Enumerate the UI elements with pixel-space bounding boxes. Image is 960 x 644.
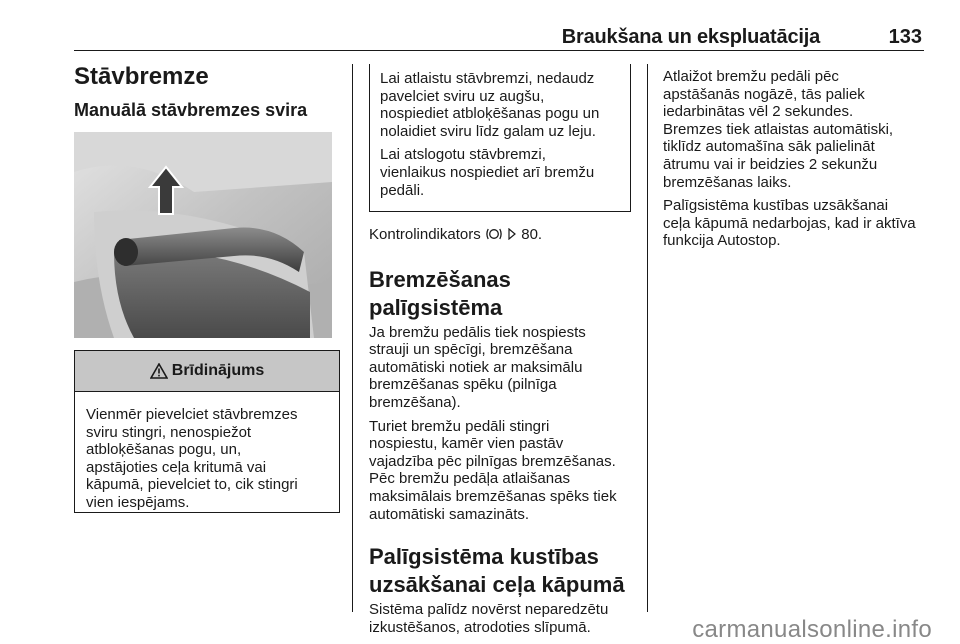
column-divider-1 [352,64,353,612]
brake-indicator-icon [485,227,503,241]
note-line: Lai atlaistu stāvbremzi, nedaudz [380,70,595,87]
warning-text-line: apstājoties ceļa kritumā vai [86,458,267,476]
body-line: iedarbinātas vēl 2 sekundes. [663,103,854,121]
note-line: vienlaikus nospiediet arī bremžu [380,163,595,181]
body-line: izkustēšanos, atrodoties slīpumā. [369,618,591,636]
body-line: vajadzība pēc pilnīgas bremzēšanas. [369,452,616,470]
warning-text-line: kāpumā, pievelciet to, cik stingri [86,476,298,494]
body-line: Bremzes tiek atlaistas automātiski, [663,120,894,138]
note-line: pavelciet sviru uz augšu, [380,87,545,105]
column-2-body [369,226,639,636]
body-line: automātiski samazināts. [369,505,530,523]
section-title-hill-start: Palīgsistēma kustības [369,544,599,570]
header-rule [74,50,924,51]
column-3 [663,68,953,250]
release-instructions-box [369,64,631,212]
body-line: bremzēšanas laiks. [663,173,792,191]
note-line: Lai atslogotu stāvbremzi, [380,146,546,164]
warning-text-line: atbloķēšanas pogu, un, [86,441,242,459]
indicator-reference [369,226,639,244]
column-1 [74,62,344,122]
body-line: ceļa kāpumā nedarbojas, kad ir aktīva [663,214,916,232]
page-number: 133 [888,26,922,48]
parking-brake-lever-illustration [74,132,332,338]
body-line: tiklīdz automašīna sāk palielināt [663,138,875,156]
section-title-brake-assist: Bremzēšanas palīgsistēma [369,266,511,320]
body-line: bremzēšana). [369,393,461,411]
column-divider-2 [647,64,648,612]
warning-triangle-icon [150,363,168,379]
page-title: Stāvbremze [74,63,209,90]
parking-brake-lever-svg [74,132,332,338]
body-line: Atlaižot bremžu pedāli pēc [663,68,839,85]
body-line: funkcija Autostop. [663,232,781,250]
body-line: apstāšanās nogāzē, tās paliek [663,85,865,103]
body-line: Pēc bremžu pedāļa atlaišanas [369,470,570,488]
note-line: nospiediet atbloķēšanas pogu un [380,105,600,123]
body-line: nospiestu, kamēr vien pastāv [369,435,564,453]
body-line: strauji un spēcīgi, bremzēšana [369,341,573,359]
body-line: Ja bremžu pedālis tiek nospiests [369,323,586,341]
body-line: maksimālais bremzēšanas spēks tiek [369,487,617,505]
section-title-hill-start-line2: uzsākšanai ceļa kāpumā [369,572,625,598]
indicator-label: Kontrolindikators [369,226,481,243]
body-line: Turiet bremžu pedāli stingri [369,417,550,435]
warning-label: Brīdinājums [171,362,265,379]
page-reference-icon [507,228,517,240]
body-line: bremzēšanas spēku (pilnīga [369,376,557,394]
body-line: Sistēma palīdz novērst neparedzētu [369,601,609,619]
section-header: Braukšana un ekspluatācija [561,26,820,48]
indicator-page-ref: 80. [521,226,543,243]
note-line: nolaidiet sviru līdz galam uz leju. [380,122,596,140]
warning-text-line: Vienmēr pievelciet stāvbremzes [86,406,298,423]
warning-header [75,350,339,392]
subsection-title: Manuālā stāvbremzes svira [74,100,308,120]
note-line: pedāli. [380,181,425,199]
body-line: automātiski notiek ar maksimālu [369,358,583,376]
body-line: Palīgsistēma kustības uzsākšanai [663,197,889,215]
warning-text-line: sviru stingri, nenospiežot [86,423,252,441]
body-line: ātrumu vai ir beidzies 2 sekunžu [663,155,878,173]
warning-box [74,350,340,513]
warning-text-line: vien iespējams. [86,493,190,511]
site-watermark: carmanualsonline.info [692,616,932,643]
warning-body [75,392,339,512]
